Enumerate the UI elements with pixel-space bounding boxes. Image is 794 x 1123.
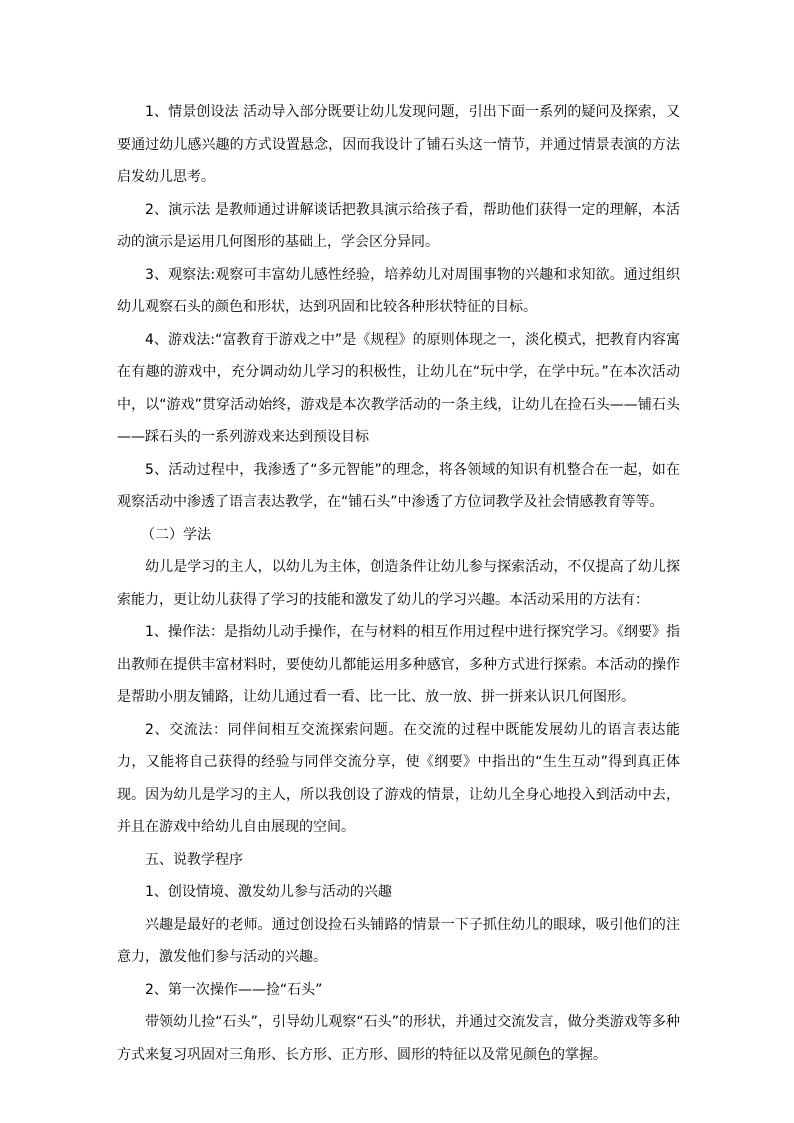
paragraph-step-2: 带领幼儿捡“石头”，引导幼儿观察“石头”的形状，并通过交流发言，做分类游戏等多种方式来复习巩固对三角形、长方形、正方形、圆形的特征以及常见颜色的掌握。 [117, 1014, 680, 1063]
paragraph-method-2: 2、演示法 是教师通过讲解谈话把教具演示给孩子看，帮助他们获得一定的理解，本活动的演示是运用几何图形的基础上，学会区分异同。 [117, 201, 680, 250]
document-body [117, 96, 680, 1071]
paragraph-step-1: 兴趣是最好的老师。通过创设捡石头铺路的情景一下子抓住幼儿的眼球，吸引他们的注意力，激发他们参与活动的兴趣。 [117, 916, 680, 965]
section-heading-learning-methods: （二）学法 [141, 526, 211, 543]
step-heading-2: 2、第一次操作——捡“石头” [145, 981, 323, 998]
step-heading-1: 1、创设情境、激发幼儿参与活动的兴趣 [145, 884, 392, 900]
paragraph-operation-method: 1、操作法：是指幼儿动手操作，在与材料的相互作用过程中进行探究学习。《纲要》指出教师在提供丰富材料时，要使幼儿都能运用多种感官，多种方式进行探索。本活动的操作是帮助小朋友铺路，让幼儿通过看一看、比一比、放一放、拼一拼来认识几何图形。 [117, 624, 680, 705]
paragraph-learning-intro: 幼儿是学习的主人，以幼儿为主体，创造条件让幼儿参与探索活动，不仅提高了幼儿探索能力，更让幼儿获得了学习的技能和激发了幼儿的学习兴趣。本活动采用的方法有： [117, 559, 680, 608]
paragraph-method-4: 4、游戏法:“富教育于游戏之中”是《规程》的原则体现之一，淡化模式，把教育内容寓在有趣的游戏中，充分调动幼儿学习的积极性，让幼儿在“玩中学，在学中玩。”在本次活动中，以“游戏”贯穿活动始终，游戏是本次教学活动的一条主线，让幼儿在捡石头——铺石头——踩石头的一系列游戏来达到预设目标 [117, 331, 680, 445]
paragraph-method-3: 3、观察法:观察可丰富幼儿感性经验，培养幼儿对周围事物的兴趣和求知欲。通过组织幼儿观察石头的颜色和形状，达到巩固和比较各种形状特征的目标。 [117, 266, 680, 315]
paragraph-exchange-method: 2、交流法：同伴间相互交流探索问题。在交流的过程中既能发展幼儿的语言表达能力，又能将自己获得的经验与同伴交流分享，使《纲要》中指出的“生生互动”得到真正体现。因为幼儿是学习的主人，所以我创设了游戏的情景，让幼儿全身心地投入到活动中去，并且在游戏中给幼儿自由展现的空间。 [117, 721, 680, 835]
section-heading-teaching-procedure: 五、说教学程序 [145, 851, 243, 868]
paragraph-method-5: 5、活动过程中，我渗透了“多元智能”的理念，将各领域的知识有机整合在一起，如在观察活动中渗透了语言表达教学，在“铺石头”中渗透了方位词教学及社会情感教育等等。 [117, 461, 680, 510]
paragraph-method-1: 1、情景创设法 活动导入部分既要让幼儿发现问题，引出下面一系列的疑问及探索，又要通过幼儿感兴趣的方式设置悬念，因而我设计了铺石头这一情节，并通过情景表演的方法启发幼儿思考。 [117, 104, 680, 185]
